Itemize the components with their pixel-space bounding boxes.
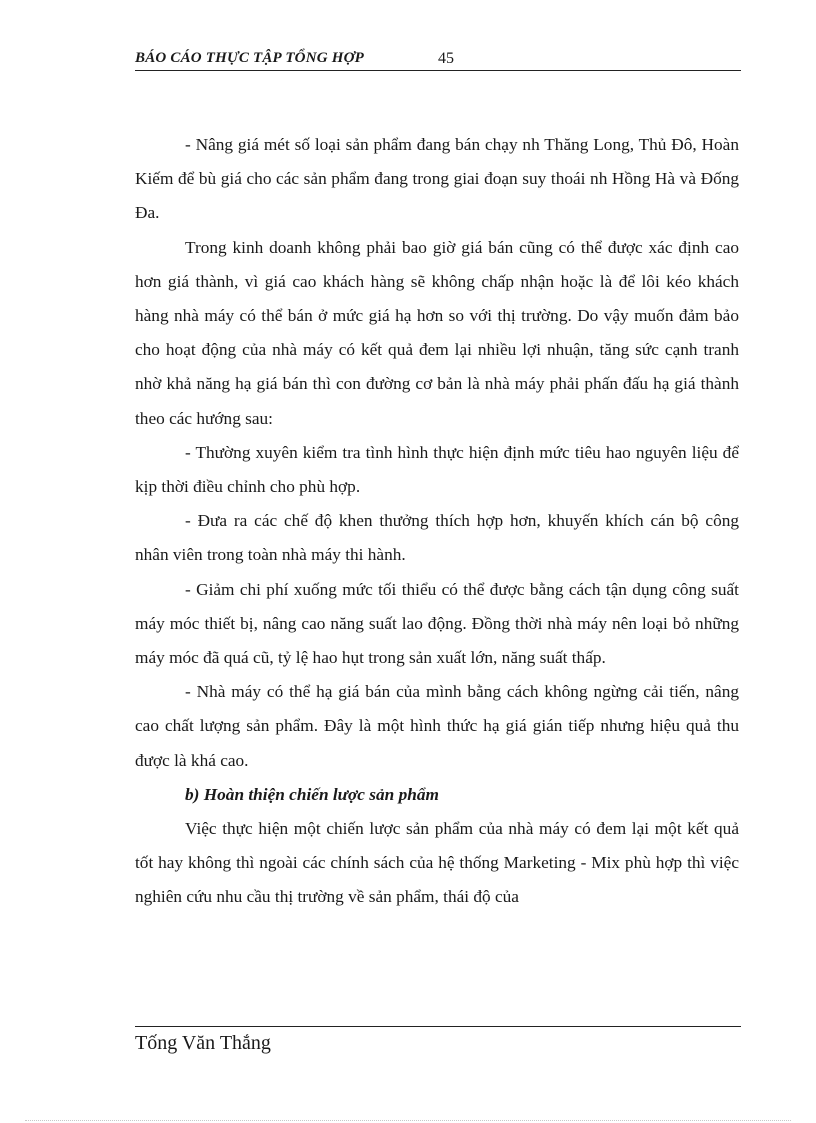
body-text	[135, 128, 739, 915]
page-bottom-divider	[25, 1120, 791, 1121]
page-footer	[135, 1026, 741, 1054]
paragraph-cost-inspection: - Thường xuyên kiểm tra tình hình thực hiện định mức tiêu hao nguyên liệu để kịp thời điều chỉnh cho phù hợp.	[135, 442, 739, 497]
page-number: 45	[438, 50, 454, 67]
author-name: Tống Văn Thắng	[135, 1032, 271, 1054]
report-title: BÁO CÁO THỰC TẬP TỔNG HỢP	[135, 50, 364, 66]
paragraph-pricing-strategy: Trong kinh doanh không phải bao giờ giá bán cũng có thể được xác định cao hơn giá thành, vì giá cao khách hàng sẽ không chấp nhận hoặc là để lôi kéo khách hàng nhà máy có thể bán ở mức giá hạ hơn so với thị trường. Do vậy muốn đảm bảo cho hoạt động của nhà máy có kết quả đem lại nhiều lợi nhuận, tăng sức cạnh tranh nhờ khả năng hạ giá bán thì con đường cơ bản là nhà máy phải phấn đấu hạ giá thành theo các hướng sau:	[135, 237, 739, 428]
paragraph-product-strategy: Việc thực hiện một chiến lược sản phẩm của nhà máy có đem lại một kết quả tốt hay không thì ngoài các chính sách của hệ thống Marketing - Mix phù hợp thì việc nghiên cứu nhu cầu thị trường về sản phẩm, thái độ của	[135, 819, 739, 907]
paragraph-price-increase: - Nâng giá mét số loại sản phẩm đang bán chạy nh Thăng Long, Thủ Đô, Hoàn Kiếm để bù giá cho các sản phẩm đang trong giai đoạn suy thoái nh Hồng Hà và Đống Đa.	[135, 135, 739, 223]
paragraph-reward-policy: - Đưa ra các chế độ khen thưởng thích hợp hơn, khuyến khích cán bộ công nhân viên trong toàn nhà máy thi hành.	[135, 511, 739, 565]
paragraph-quality-improvement: - Nhà máy có thể hạ giá bán của mình bằng cách không ngừng cải tiến, nâng cao chất lượng sản phẩm. Đây là một hình thức hạ giá gián tiếp nhưng hiệu quả thu được là khá cao.	[135, 682, 739, 770]
page-header	[135, 48, 741, 71]
paragraph-cost-reduction: - Giảm chi phí xuống mức tối thiểu có thể được bằng cách tận dụng công suất máy móc thiết bị, nâng cao năng suất lao động. Đồng thời nhà máy nên loại bỏ những máy móc đã quá cũ, tỷ lệ hao hụt trong sản xuất lớn, năng suất thấp.	[135, 579, 739, 668]
section-heading: b) Hoàn thiện chiến lược sản phẩm	[185, 784, 439, 804]
